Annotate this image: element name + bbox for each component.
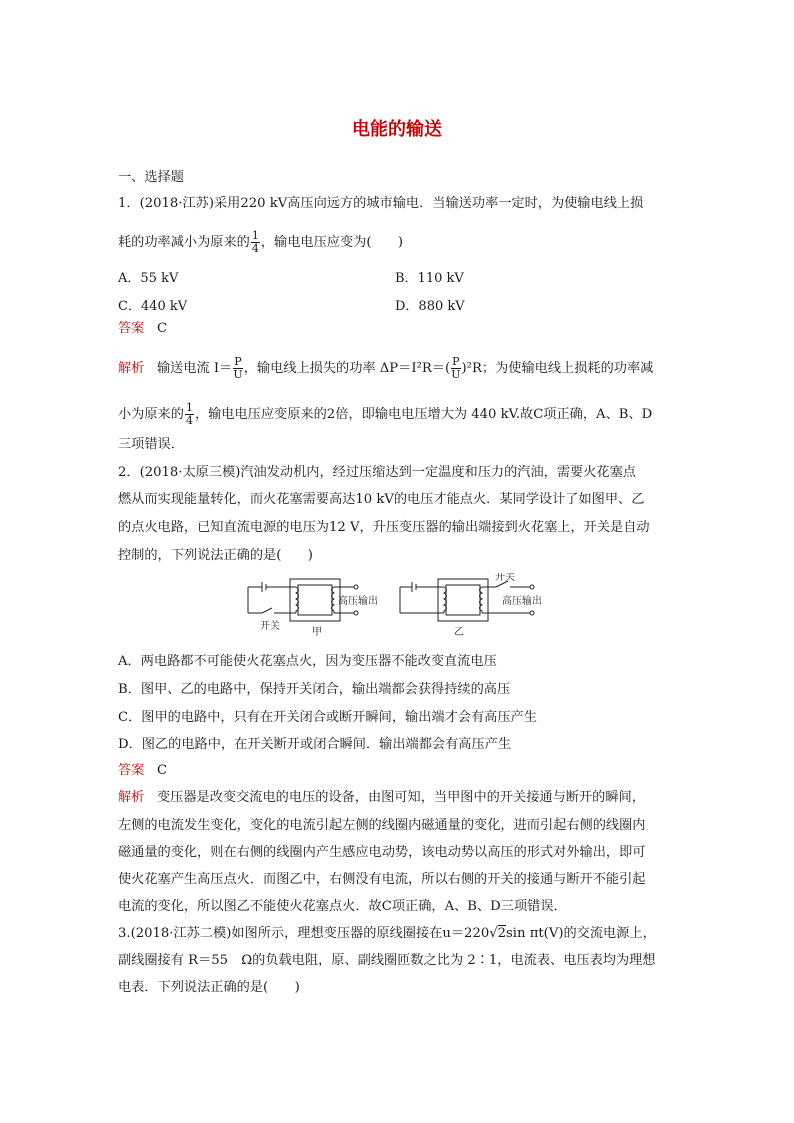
q2-option-a: A．两电路都不可能使火花塞点火，因为变压器不能改变直流电压 <box>118 654 497 669</box>
page-title: 电能的输送 <box>352 119 442 140</box>
fraction-denominator: 4 <box>185 414 193 427</box>
right-switch-label: 开关 <box>495 573 515 583</box>
q2-analysis-line-1 <box>118 790 645 806</box>
q1-fraction-denominator: 4 <box>251 242 259 255</box>
ignition-circuit-diagram <box>240 573 560 645</box>
figure-yi-caption: 乙 <box>454 627 464 638</box>
left-output-label: 高压输出 <box>338 596 378 607</box>
q2-analysis-line-4: 使火花塞产生高压点火．而图乙中，右侧没有电流，所以右侧的开关的接通与断开不能引起 <box>118 872 646 887</box>
q1-option-b: B．110 kV <box>395 271 464 286</box>
q1-analysis-line-1 <box>118 356 653 381</box>
q2-option-c: C．图甲的电路中，只有在开关闭合或断开瞬间，输出端才会有高压产生 <box>118 710 537 725</box>
q1-analysis-fraction-3 <box>185 402 194 427</box>
answer-label: 答案 <box>118 321 145 336</box>
left-switch-label: 开关 <box>260 621 280 632</box>
q2-stem-line-2: 燃从而实现能量转化，而火花塞需要高达10 kV的电压才能点火．某同学设计了如图甲、乙 <box>118 492 645 507</box>
fraction-denominator: U <box>233 368 243 381</box>
q2-stem-line-3: 的点火电路，已知直流电源的电压为12 V，升压变压器的输出端接到火花塞上，开关是自动 <box>118 520 650 535</box>
fraction-numerator: 1 <box>185 401 193 414</box>
q1-stem-line-1: 1．(2018·江苏)采用220 kV高压向远方的城市输电．当输送功率一定时，为使输电线上损 <box>118 196 644 211</box>
q2-option-b: B．图甲、乙的电路中，保持开关闭合，输出端都会获得持续的高压 <box>118 682 511 697</box>
q1-analysis-text-b: ，输电线上损失的功率 ΔP＝I²R＝( <box>243 361 451 376</box>
answer-label: 答案 <box>118 763 145 778</box>
figure-jia-caption: 甲 <box>312 627 322 638</box>
q1-analysis-fraction-1 <box>233 356 242 381</box>
fraction-numerator: P <box>452 355 460 368</box>
q1-option-d: D．880 kV <box>395 299 465 314</box>
q1-fraction-numerator: 1 <box>251 229 259 242</box>
q2-analysis-line-5: 电流的变化，所以图乙不能使火花塞点火．故C项正确，A、B、D三项错误． <box>118 899 567 914</box>
q3-stem-line-3: 电表．下列说法正确的是( ) <box>118 980 300 995</box>
q1-stem-text-pre: 耗的功率减小为原来的 <box>118 235 250 250</box>
q2-analysis-text: 变压器是改变交流电的电压的设备，由图可知，当甲图中的开关接通与断开的瞬间， <box>156 790 645 805</box>
q2-analysis-line-3: 磁通量的变化，则在右侧的线圈内产生感应电动势，该电动势以高压的形式对外输出，即可 <box>118 845 646 860</box>
sqrt-argument: 2 <box>497 926 507 941</box>
q1-stem-text-post: ，输电电压应变为( ) <box>260 235 404 250</box>
q1-analysis-line-2 <box>118 402 652 427</box>
fraction-denominator: U <box>451 368 461 381</box>
q2-analysis-line-2: 左侧的电流发生变化，变化的电流引起左侧的线圈内磁通量的变化，进而引起右侧的线圈内 <box>118 818 646 833</box>
q1-option-c: C．440 kV <box>118 299 188 314</box>
q1-fraction <box>251 230 260 255</box>
section-heading: 一、选择题 <box>118 170 184 185</box>
q3-stem-text-pre: 3.(2018·江苏二模)如图所示，理想变压器的原线圈接在u＝220 <box>118 926 490 941</box>
q2-option-d: D．图乙的电路中，在开关断开或闭合瞬间．输出端都会有高压产生 <box>118 737 512 752</box>
q1-analysis-text-e: ，输电电压应变原来的2倍，即输电电压增大为 440 kV.故C项正确，A、B、D <box>194 407 653 422</box>
analysis-label: 解析 <box>118 790 145 805</box>
q3-stem-line-2: 副线圈接有 R＝55 Ω的负载电阻，原、副线圈匝数之比为 2∶1，电流表、电压表均为理想 <box>118 953 656 968</box>
answer-value: C <box>156 321 168 336</box>
q3-stem-text-post: sin πt(V)的交流电源上， <box>506 926 656 941</box>
sqrt-sign: √ <box>489 926 498 941</box>
q2-stem-line-4: 控制的，下列说法正确的是( ) <box>118 548 313 563</box>
right-output-label: 高压输出 <box>502 596 542 607</box>
q3-stem-line-1 <box>118 926 656 942</box>
q1-analysis-text-c: )²R；为使输电线上损耗的功率减 <box>461 361 654 376</box>
q1-analysis-fraction-2 <box>451 356 460 381</box>
q1-answer <box>118 321 167 337</box>
q1-stem-line-2 <box>118 230 403 255</box>
analysis-label: 解析 <box>118 361 145 376</box>
fraction-numerator: P <box>234 355 242 368</box>
q1-analysis-line-3: 三项错误． <box>118 437 184 452</box>
q2-stem-line-1: 2．(2018·太原三模)汽油发动机内，经过压缩达到一定温度和压力的汽油，需要火花塞点 <box>118 465 636 480</box>
q1-analysis-text-d: 小为原来的 <box>118 407 184 422</box>
q2-answer <box>118 763 167 779</box>
q1-option-a: A．55 kV <box>118 271 179 286</box>
q1-analysis-text-a: 输送电流 I＝ <box>156 361 233 376</box>
answer-value: C <box>156 763 168 778</box>
